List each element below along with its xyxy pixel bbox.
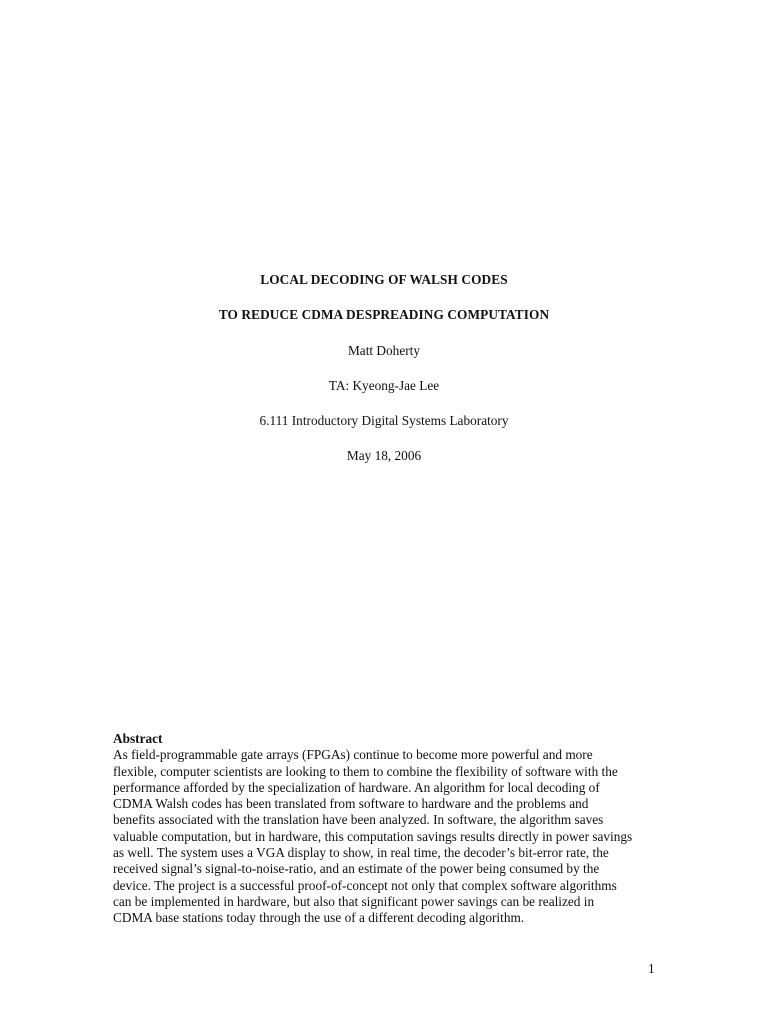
- teaching-assistant: TA: Kyeong-Jae Lee: [328, 378, 440, 393]
- title-line-2: TO REDUCE CDMA DESPREADING COMPUTATION: [218, 307, 550, 322]
- page-number: 1: [648, 961, 655, 976]
- author-name: Matt Doherty: [347, 343, 420, 358]
- abstract-body: As field-programmable gate arrays (FPGAs) continue to become more powerful and more flexible, computer scientists are looking to them to combine the flexibility of software with the performance afforded by the specialization of hardware. An algorithm for local decoding of CDMA Walsh codes has been translated from software to hardware and the problems and benefits associated with the translation have been analyzed. In software, the algorithm saves valuable computation, but in hardware, this computation savings results directly in power savings as well. The system uses a VGA display to show, in real time, the decoder’s bit-error rate, the received signal’s signal-to-noise-ratio, and an estimate of the power being consumed by the device. The project is a successful proof-of-concept not only that complex software algorithms can be implemented in hardware, but also that significant power savings can be realized in CDMA base stations today through the use of a different decoding algorithm.: [113, 747, 633, 926]
- author-info: [0, 343, 768, 464]
- abstract-section: [113, 731, 658, 927]
- title-line-1: LOCAL DECODING OF WALSH CODES: [260, 272, 508, 287]
- course-name: 6.111 Introductory Digital Systems Laboratory: [259, 413, 509, 428]
- abstract-heading: Abstract: [113, 731, 163, 746]
- title-block: [0, 272, 768, 464]
- date: May 18, 2006: [346, 448, 422, 463]
